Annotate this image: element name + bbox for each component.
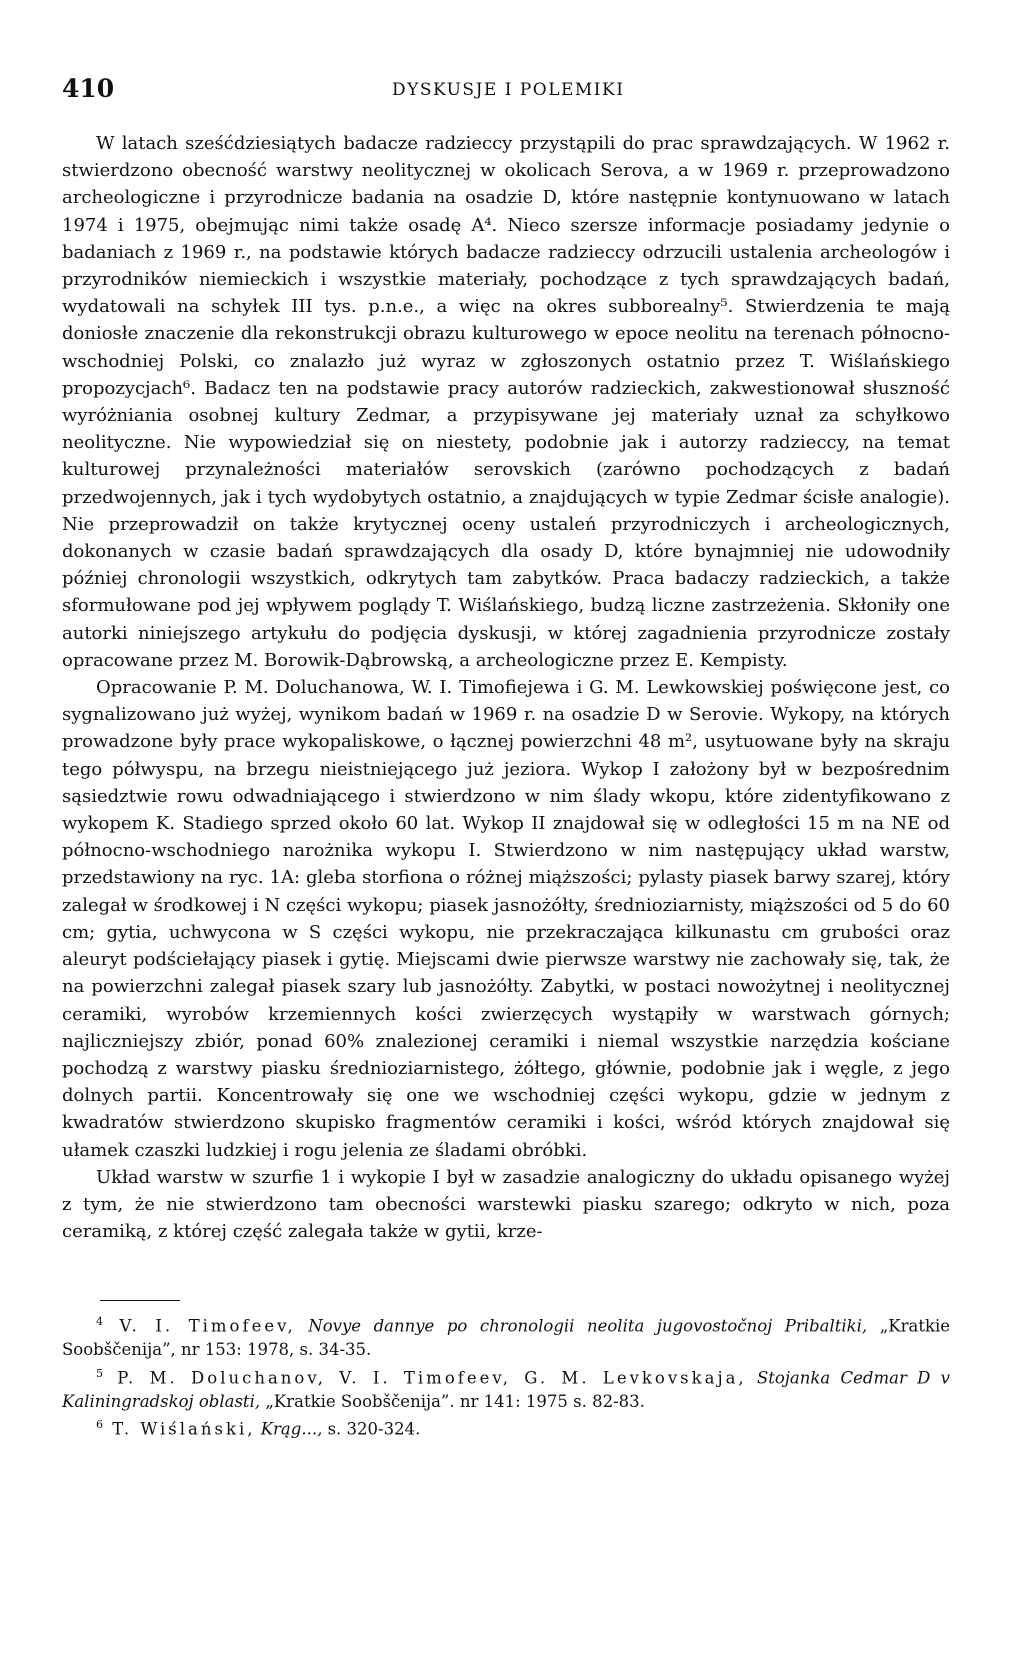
footnote-source: „Kratkie Soobščenija”. nr 141: 1975 s. 82-83. — [265, 1391, 645, 1411]
footnote-author: P. M. Doluchanov, V. I. Timofeev, G. M. Levkovskaja, — [117, 1368, 747, 1387]
footnote-separator — [100, 1300, 180, 1301]
footnote-author: V. I. Timofeev, — [119, 1316, 296, 1336]
footnote-6 — [62, 1413, 950, 1441]
footnote-title: Novye dannye po chronologii neolita jugovostočnoj Pribaltiki, — [308, 1316, 868, 1336]
paragraph-1: W latach sześćdziesiątych badacze radzieccy przystąpili do prac sprawdzających. W 1962 r. stwierdzono obecność warstwy neolitycznej w okolicach Serova, a w 1969 r. przeprowadzono archeologiczne i przyrodnicze badania na osadzie D, które następnie kontynuowano w latach 1974 i 1975, obejmując nimi także osadę A⁴. Nieco szersze informacje posiadamy jedynie o badaniach z 1969 r., na podstawie których badacze radzieccy odrzucili ustalenia archeologów i przyrodników niemieckich i wszystkie materiały, pochodzące z tych sprawdzających badań, wydatowali na schyłek III tys. p.n.e., a więc na okres subborealny⁵. Stwierdzenia te mają doniosłe znaczenie dla rekonstrukcji obrazu kulturowego w epoce neolitu na terenach północno-wschodniej Polski, co znalazło już wyraz w zgłoszonych ostatnio przez T. Wiślańskiego propozycjach⁶. Badacz ten na podstawie pracy autorów radzieckich, zakwestionował słuszność wyróżniania osobnej kultury Zedmar, a przypisywane jej materiały uznał za schyłkowo neolityczne. Nie wypowiedział się on niestety, podobnie jak i autorzy radzieccy, na temat kulturowej przynależności materiałów serovskich (zarówno pochodzących z badań przedwojennych, jak i tych wydobytych ostatnio, a znajdujących w typie Zedmar ścisłe analogie). Nie przeprowadził on także krytycznej oceny ustaleń przyrodniczych i archeologicznych, dokonanych w czasie badań sprawdzających dla osady D, które bynajmniej nie udowodniły później chronologii wszystkich, odkrytych tam zabytków. Praca badaczy radzieckich, a także sformułowane pod jej wpływem poglądy T. Wiślańskiego, budzą liczne zastrzeżenia. Skłoniły one autorki niniejszego artykułu do podjęcia dyskusji, w której zagadnienia przyrodnicze zostały opracowane przez M. Borowik-Dąbrowską, a archeologiczne przez E. Kempisty. — [62, 133, 950, 671]
footnote-mark: 5 — [96, 1366, 103, 1380]
footnote-title: Stojanka Cedmar D v Kaliningradskoj oblasti, — [62, 1368, 950, 1411]
footnote-4 — [62, 1310, 950, 1362]
footnote-source: s. 320-324. — [327, 1419, 421, 1439]
paragraph-3: Układ warstw w szurfie 1 i wykopie I był w zasadzie analogiczny do układu opisanego wyżej z tym, że nie stwierdzono tam obecności warstewki piasku szarego; odkryto w nich, poza ceramiką, z której część zalegała także w gytii, krze- — [62, 1166, 950, 1243]
footnote-source: „Kratkie Soobščenija”, nr 153: 1978, s. 34-35. — [62, 1316, 950, 1359]
paragraph-2: Opracowanie P. M. Doluchanowa, W. I. Timofiejewa i G. M. Lewkowskiej poświęcone jest, co sygnalizowano już wyżej, wynikom badań w 1969 r. na osadzie D w Serovie. Wykopy, na których prowadzone były prace wykopaliskowe, o łącznej powierzchni 48 m², usytuowane były na skraju tego półwyspu, na brzegu nieistniejącego już jeziora. Wykop I założony był w bezpośrednim sąsiedztwie rowu odwadniającego i stwierdzono w nim ślady wkopu, które zidentyfikowano z wykopem K. Stadiego sprzed około 60 lat. Wykop II znajdował się w odległości 15 m na NE od północno-wschodniego narożnika wykopu I. Stwierdzono w nim następujący układ warstw, przedstawiony na ryc. 1A: gleba storfiona o różnej miąższości; pylasty piasek barwy szarej, który zalegał w środkowej i N części wykopu; piasek jasnożółty, średnioziarnisty, miąższości od 5 do 60 cm; gytia, uchwycona w S części wykopu, nie przekraczająca kilkunastu cm grubości oraz aleuryt podściełający piasek i gytię. Miejscami dwie pierwsze warstwy nie zachowały się, tak, że na powierzchni zalegał piasek szary lub jasnożółty. Zabytki, w postaci nowożytnej i neolitycznej ceramiki, wyrobów krzemiennych kości zwierzęcych wystąpiły w warstwach górnych; najliczniejszy zbiór, ponad 60% znalezionej ceramiki i niemal wszystkie narzędzia kościane pochodzą z warstwy piasku średnioziarnistego, żółtego, głównie, podobnie jak i węgle, z jego dolnych partii. Koncentrowały się one we wschodniej części wykopu, gdzie w jednym z kwadratów stwierdzono skupisko fragmentów ceramiki i kości, wśród których znajdował się ułamek czaszki ludzkiej i rogu jelenia ze śladami obróbki. — [62, 677, 950, 1161]
footnote-mark: 6 — [96, 1418, 103, 1431]
running-head: DYSKUSJE I POLEMIKI — [392, 80, 625, 100]
footnote-5 — [62, 1362, 950, 1414]
footnote-mark: 4 — [96, 1315, 103, 1328]
page-header — [62, 74, 950, 108]
footnote-author: T. Wiślański, — [112, 1419, 256, 1439]
page-number: 410 — [62, 74, 115, 103]
footnote-title: Krąg..., — [260, 1419, 323, 1439]
footnotes — [62, 1310, 950, 1441]
body-text — [62, 130, 950, 1245]
